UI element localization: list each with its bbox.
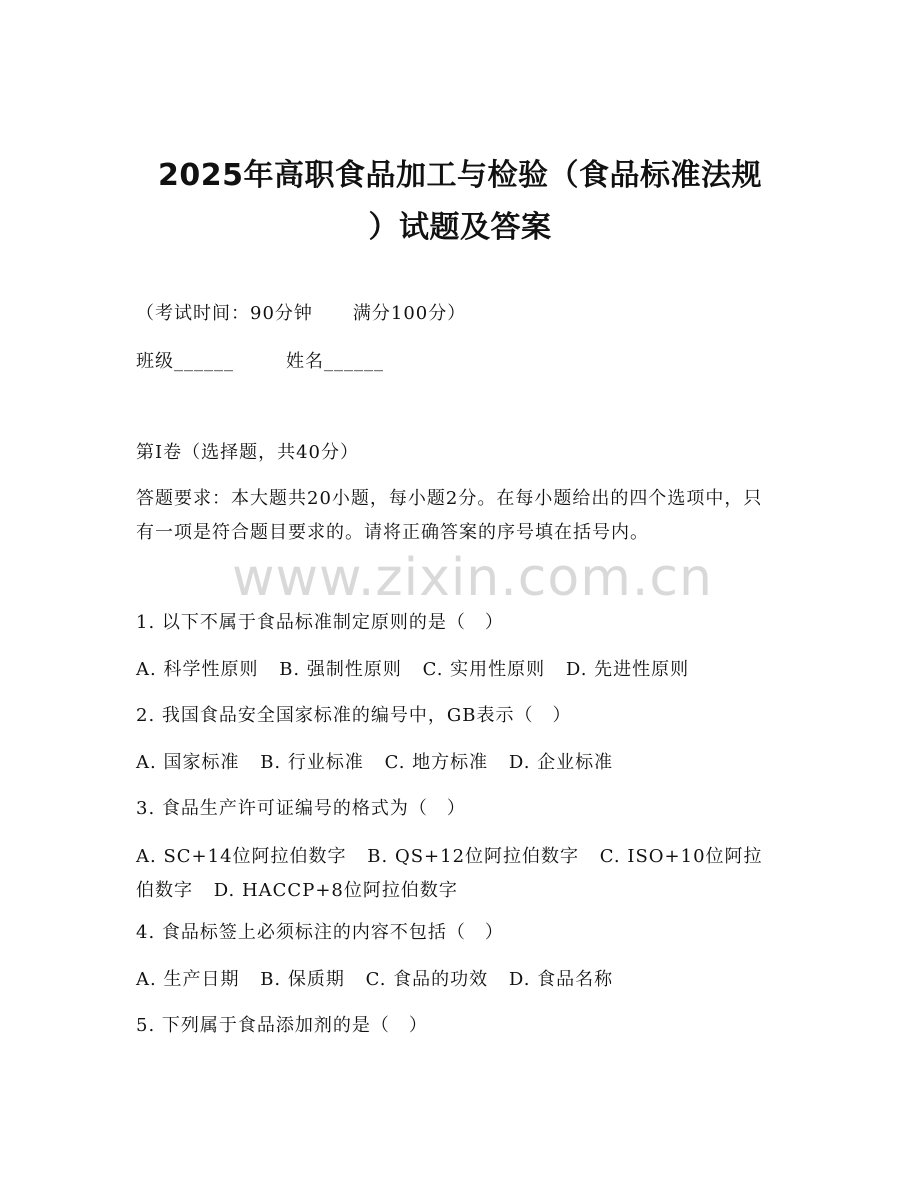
name-field: 姓名______ (286, 351, 384, 372)
option: B. 保质期 (260, 969, 345, 990)
option: C. 地方标准 (384, 752, 489, 773)
section-heading: 第I卷（选择题，共40分） (136, 442, 360, 463)
exam-info (136, 303, 466, 325)
option: D. HACCP+8位阿拉伯数字 (213, 880, 458, 901)
option: A. SC+14位阿拉伯数字 (136, 846, 347, 867)
question-options (136, 659, 703, 681)
question-options (136, 969, 627, 991)
question-stem: 3. 食品生产许可证编号的格式为（ ） (136, 798, 466, 819)
option: D. 企业标准 (508, 752, 614, 773)
option: D. 食品名称 (508, 969, 614, 990)
question-options (136, 752, 627, 774)
section-instruction: 答题要求：本大题共20小题，每小题2分。在每小题给出的四个选项中，只有一项是符合题目要求的。请将正确答案的序号填在括号内。 (136, 488, 763, 543)
question-stem: 1. 以下不属于食品标准制定原则的是（ ） (136, 612, 504, 633)
document-title (60, 150, 860, 254)
title-line-1: 2025年高职食品加工与检验（食品标准法规 (158, 158, 762, 193)
exam-time: （考试时间：90分钟 (136, 303, 313, 324)
option: B. QS+12位阿拉伯数字 (367, 846, 580, 867)
option: B. 行业标准 (260, 752, 364, 773)
exam-full-score: 满分100分） (352, 303, 467, 324)
option: C. ISO+10位阿拉伯数字 (136, 846, 763, 901)
option: C. 食品的功效 (365, 969, 489, 990)
watermark: www.zixin.com.cn (232, 548, 713, 608)
question-stem: 5. 下列属于食品添加剂的是（ ） (136, 1015, 428, 1036)
option: A. 国家标准 (136, 752, 240, 773)
option: A. 科学性原则 (136, 659, 259, 680)
student-fields (136, 351, 384, 373)
class-field: 班级______ (136, 351, 234, 372)
option: C. 实用性原则 (422, 659, 546, 680)
question-options (136, 840, 776, 908)
question-stem: 2. 我国食品安全国家标准的编号中，GB表示（ ） (136, 705, 572, 726)
question-stem: 4. 食品标签上必须标注的内容不包括（ ） (136, 922, 504, 943)
option: B. 强制性原则 (279, 659, 402, 680)
option: A. 生产日期 (136, 969, 240, 990)
title-line-2: ）试题及答案 (368, 210, 552, 245)
option: D. 先进性原则 (565, 659, 690, 680)
